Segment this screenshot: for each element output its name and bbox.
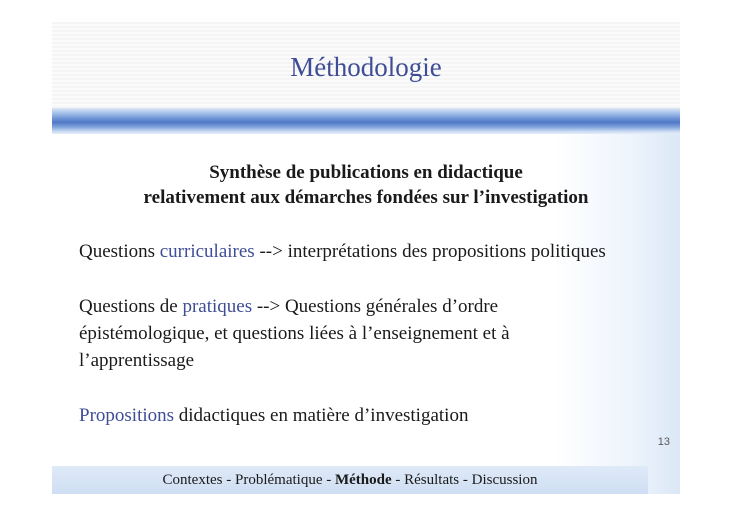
- slide: [52, 22, 680, 494]
- accent-term-curriculaires: curriculaires: [159, 241, 255, 262]
- footer-separator: -: [222, 472, 235, 488]
- slide-title: Méthodologie: [290, 52, 442, 82]
- footer-item-problematique: Problématique: [235, 472, 323, 488]
- footer-separator: -: [322, 472, 335, 488]
- heading-line-2: relativement aux démarches fondées sur l’investigation: [143, 187, 589, 208]
- text-run: --> Questions générales d’ordre: [252, 296, 499, 317]
- heading-line-1: Synthèse de publications en didactique: [209, 162, 523, 183]
- footer-separator: -: [459, 472, 472, 488]
- page-number: 13: [657, 436, 670, 448]
- paragraph-line: [79, 402, 468, 429]
- footer-item-methode-current: Méthode: [334, 472, 392, 488]
- footer-item-contextes: Contextes: [162, 472, 223, 488]
- title-divider-bar: [52, 108, 680, 134]
- paragraph-line: l’apprentissage: [79, 350, 195, 371]
- paragraph-curricular-questions: [79, 238, 606, 265]
- paragraph-practice-questions: [79, 293, 510, 374]
- footer-item-resultats: Résultats: [404, 472, 460, 488]
- text-run: --> interprétations des propositions politiques: [254, 241, 606, 262]
- paragraph-line: [79, 293, 510, 320]
- footer-navigation: [52, 466, 648, 494]
- paragraph-line: épistémologique, et questions liées à l’enseignement et à: [79, 323, 510, 344]
- footer-separator: -: [391, 472, 405, 488]
- accent-term-propositions: Propositions: [79, 405, 175, 426]
- slide-heading: [52, 160, 680, 210]
- footer-item-discussion: Discussion: [471, 472, 538, 488]
- text-run: Questions de: [79, 296, 183, 317]
- accent-term-pratiques: pratiques: [182, 296, 253, 317]
- paragraph-line: [79, 238, 606, 265]
- text-run: didactiques en matière d’investigation: [174, 405, 469, 426]
- text-run: Questions: [79, 241, 160, 262]
- paragraph-propositions: [79, 402, 468, 429]
